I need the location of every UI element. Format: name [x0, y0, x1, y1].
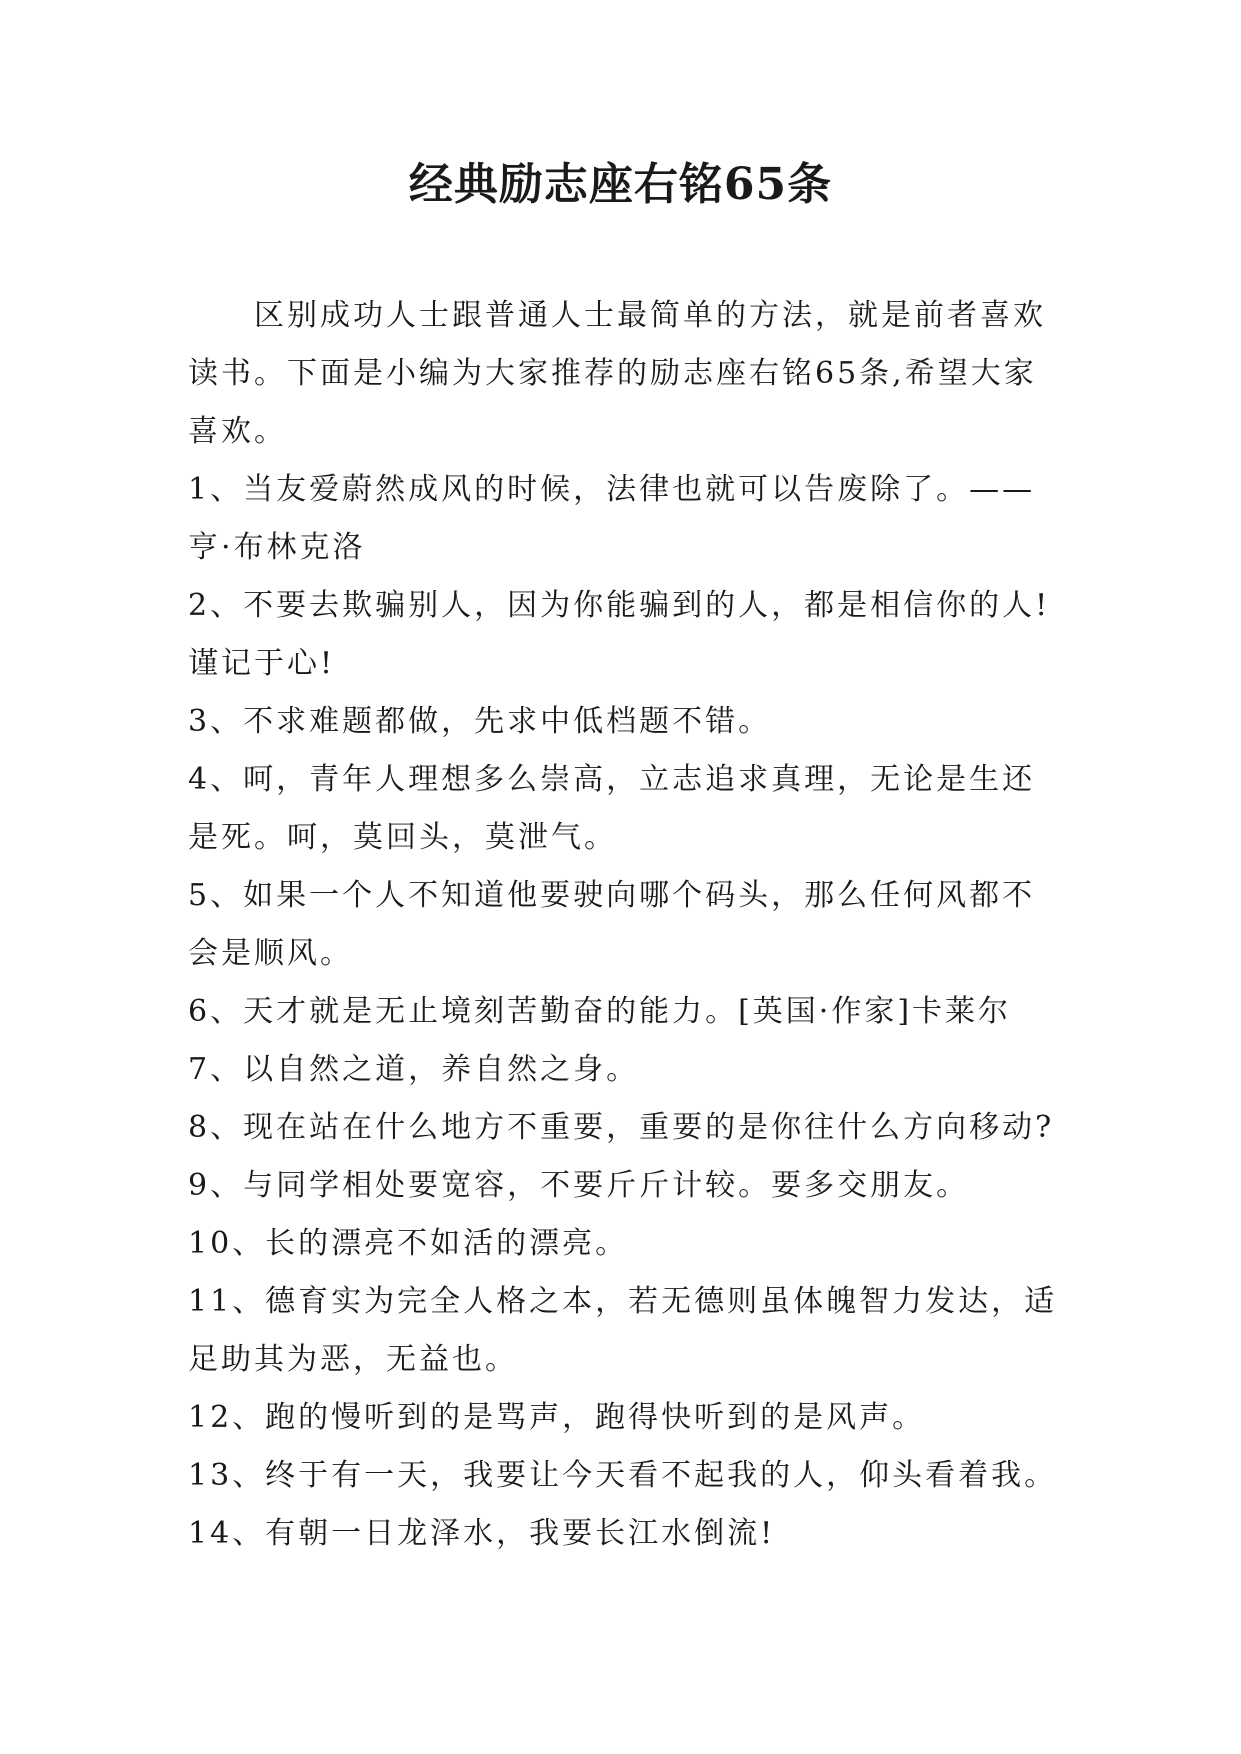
list-item: 1、当友爱蔚然成风的时候，法律也就可以告废除了。——亨·布林克洛 [188, 472, 1036, 565]
list-item: 12、跑的慢听到的是骂声，跑得快听到的是风声。 [188, 1400, 926, 1435]
list-item: 6、天才就是无止境刻苦勤奋的能力。[英国·作家]卡莱尔 [188, 994, 1012, 1029]
intro-paragraph: 区别成功人士跟普通人士最简单的方法，就是前者喜欢读书。下面是小编为大家推荐的励志座右铭65条,希望大家喜欢。 [188, 298, 1046, 449]
list-item: 14、有朝一日龙泽水，我要长江水倒流! [188, 1516, 776, 1551]
document-title: 经典励志座右铭65条 [408, 159, 833, 210]
list-item: 7、以自然之道，养自然之身。 [188, 1052, 640, 1087]
list-item: 11、德育实为完全人格之本，若无德则虽体魄智力发达，适足助其为恶，无益也。 [188, 1284, 1058, 1377]
list-item: 4、呵，青年人理想多么崇高，立志追求真理，无论是生还是死。呵，莫回头，莫泄气。 [188, 762, 1036, 855]
list-item: 9、与同学相处要宽容，不要斤斤计较。要多交朋友。 [188, 1168, 970, 1203]
list-item: 2、不要去欺骗别人，因为你能骗到的人，都是相信你的人!谨记于心! [188, 588, 1051, 681]
list-item: 5、如果一个人不知道他要驶向哪个码头，那么任何风都不会是顺风。 [188, 878, 1036, 971]
list-item: 10、长的漂亮不如活的漂亮。 [188, 1226, 629, 1261]
list-item: 8、现在站在什么地方不重要，重要的是你往什么方向移动? [188, 1110, 1055, 1145]
document-body [188, 287, 1068, 1563]
list-item: 13、终于有一天，我要让今天看不起我的人，仰头看着我。 [188, 1458, 1058, 1493]
list-item: 3、不求难题都做，先求中低档题不错。 [188, 704, 772, 739]
